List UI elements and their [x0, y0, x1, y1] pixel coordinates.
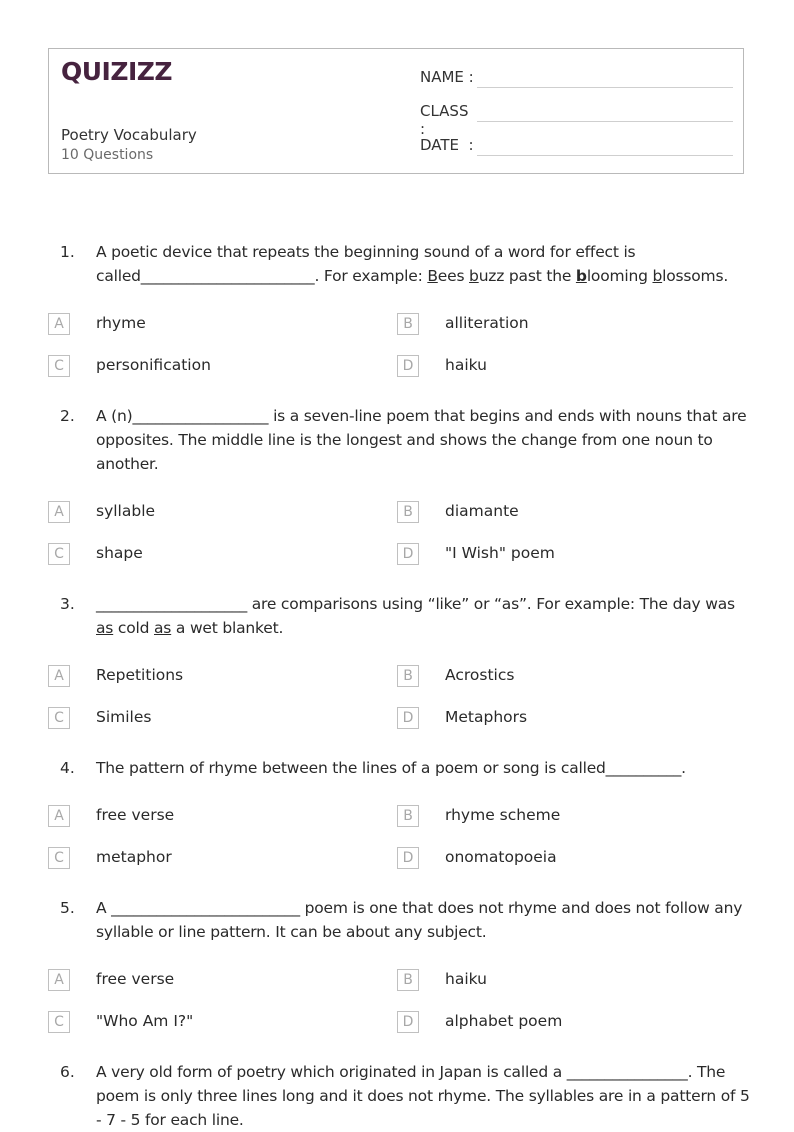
question-count: 10 Questions [61, 147, 154, 163]
date-line[interactable] [477, 155, 733, 156]
option-letter-box: B [397, 969, 419, 991]
option-text: shape [96, 544, 143, 562]
class-field[interactable] [420, 102, 476, 138]
option-text: Repetitions [96, 666, 184, 684]
option-text: diamante [445, 502, 519, 520]
option-text: personification [96, 356, 211, 374]
option-text: metaphor [96, 848, 172, 866]
worksheet-header [48, 48, 744, 174]
option-letter-box: D [397, 707, 419, 729]
option-text: "Who Am I?" [96, 1012, 194, 1030]
class-label: CLASS : [420, 102, 469, 138]
option-letter-box: B [397, 805, 419, 827]
name-label: NAME : [420, 68, 474, 86]
option-letter-box: D [397, 543, 419, 565]
question-number: 4. [60, 759, 75, 777]
question-text: A poetic device that repeats the beginning sound of a word for effect is called_______________________. For example: Bees buzz past the blooming blossoms. [96, 243, 729, 285]
option-letter-box: C [48, 707, 70, 729]
question-text: The pattern of rhyme between the lines of a poem or song is called__________. [96, 759, 686, 777]
option-letter-box: A [48, 313, 70, 335]
option-text: onomatopoeia [445, 848, 557, 866]
name-line[interactable] [477, 87, 733, 88]
question-text: A _________________________ poem is one that does not rhyme and does not follow any syllable or line pattern. It can be about any subject. [96, 899, 743, 941]
question-text: A very old form of poetry which originated in Japan is called a ________________. The poem is only three lines long and it does not rhyme. The syllables are in a pattern of 5 - 7 - 5 for each line. [96, 1063, 750, 1129]
option-letter-box: C [48, 847, 70, 869]
option-letter-box: D [397, 1011, 419, 1033]
option-text: alliteration [445, 314, 529, 332]
date-label: DATE : [420, 136, 474, 154]
option-letter-box: D [397, 355, 419, 377]
option-text: rhyme scheme [445, 806, 561, 824]
option-letter-box: C [48, 1011, 70, 1033]
question-number: 3. [60, 595, 75, 613]
option-letter-box: B [397, 665, 419, 687]
class-line[interactable] [477, 121, 733, 122]
option-text: syllable [96, 502, 156, 520]
option-letter-box: B [397, 501, 419, 523]
question-number: 1. [60, 243, 75, 261]
option-text: haiku [445, 970, 487, 988]
option-text: free verse [96, 970, 175, 988]
quizizz-logo: QUIZIZZ [61, 57, 173, 86]
date-field[interactable] [420, 136, 476, 154]
option-letter-box: D [397, 847, 419, 869]
option-letter-box: C [48, 355, 70, 377]
option-letter-box: C [48, 543, 70, 565]
question-number: 5. [60, 899, 75, 917]
option-text: "I Wish" poem [445, 544, 555, 562]
option-text: alphabet poem [445, 1012, 563, 1030]
question-number: 2. [60, 407, 75, 425]
option-letter-box: A [48, 969, 70, 991]
question-number: 6. [60, 1063, 75, 1081]
worksheet-title: Poetry Vocabulary [61, 126, 197, 144]
question-text: A (n)__________________ is a seven-line poem that begins and ends with nouns that are opposites. The middle line is the longest and shows the change from one noun to another. [96, 407, 747, 473]
question-text: ____________________ are comparisons using “like” or “as”. For example: The day was as cold as a wet blanket. [96, 595, 735, 637]
option-text: free verse [96, 806, 175, 824]
option-letter-box: A [48, 805, 70, 827]
option-text: Acrostics [445, 666, 515, 684]
option-text: haiku [445, 356, 487, 374]
option-text: rhyme [96, 314, 146, 332]
option-letter-box: A [48, 665, 70, 687]
option-letter-box: A [48, 501, 70, 523]
option-text: Similes [96, 708, 152, 726]
name-field[interactable] [420, 68, 476, 86]
option-text: Metaphors [445, 708, 528, 726]
option-letter-box: B [397, 313, 419, 335]
